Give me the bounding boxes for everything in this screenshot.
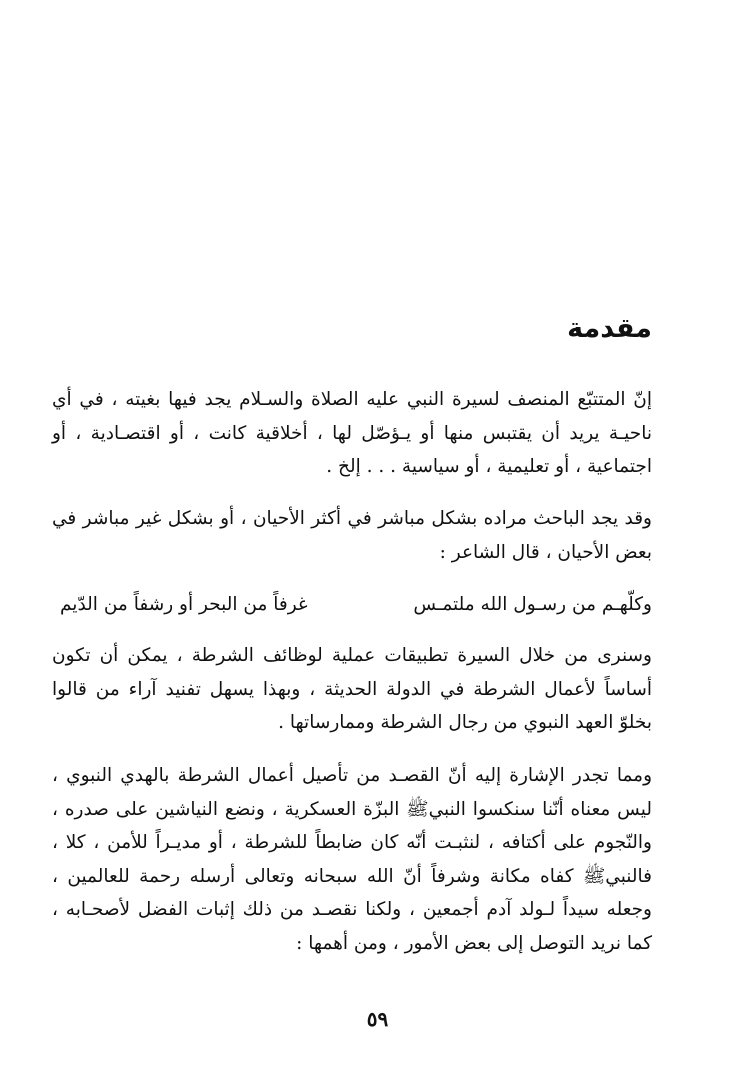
section-heading: مقدمة <box>567 313 652 344</box>
verse-first-hemistich: وكلّهـم من رسـول الله ملتمـس <box>413 594 652 615</box>
paragraph-applications: وسنرى من خلال السيرة تطبيقات عملية لوظائف الشرطة ، يمكن أن تكون أساساً لأعمال الشرطة في الدولة الحديثة ، وبهذا يسهل تفنيد آراء من قالوا بخلوّ العهد النبوي من رجال الشرطة وممارساتها . <box>52 645 652 733</box>
page-number: ٥٩ <box>366 1007 389 1031</box>
paragraph-researcher: وقد يجد الباحث مراده بشكل مباشر في أكثر الأحيان ، أو بشكل غير مباشر في بعض الأحيان ، قال الشاعر : <box>52 508 652 563</box>
paragraph-intro: إنّ المتتبّع المنصف لسيرة النبي عليه الصلاة والسـلام يجد فيها بغيته ، في أي ناحيـة يريد أن يقتبس منها أو يـؤصّل لها ، أخلاقية كانت ، أو اقتصـادية ، أو اجتماعية ، أو تعليمية ، أو سياسية . . . إلخ . <box>52 389 652 477</box>
paragraph-purpose: ومما تجدر الإشارة إليه أنّ القصـد من تأصيل أعمال الشرطة بالهدي النبوي ، ليس معناه أنّنا سنكسوا النبيﷺ البزّة العسكرية ، ونضع النياشين على صدره ، والنّجوم على أكتافه ، لنثبـت أنّه كان ضابطاً للشرطة ، أو مديـراً للأمن ، كلا ، فالنبيﷺ كفاه مكانة وشرفاً أنّ الله سبحانه وتعالى أرسله رحمة للعالمين ، وجعله سيداً لـولد آدم أجمعين ، ولكنا نقصـد من ذلك إثبات الفضل لأصحـابه ، كما نريد التوصل إلى بعض الأمور ، ومن أهمها : <box>52 765 652 954</box>
poetry-verse <box>52 585 652 625</box>
verse-second-hemistich: غرفاً من البحر أو رشفاً من الدّيم <box>60 594 308 615</box>
